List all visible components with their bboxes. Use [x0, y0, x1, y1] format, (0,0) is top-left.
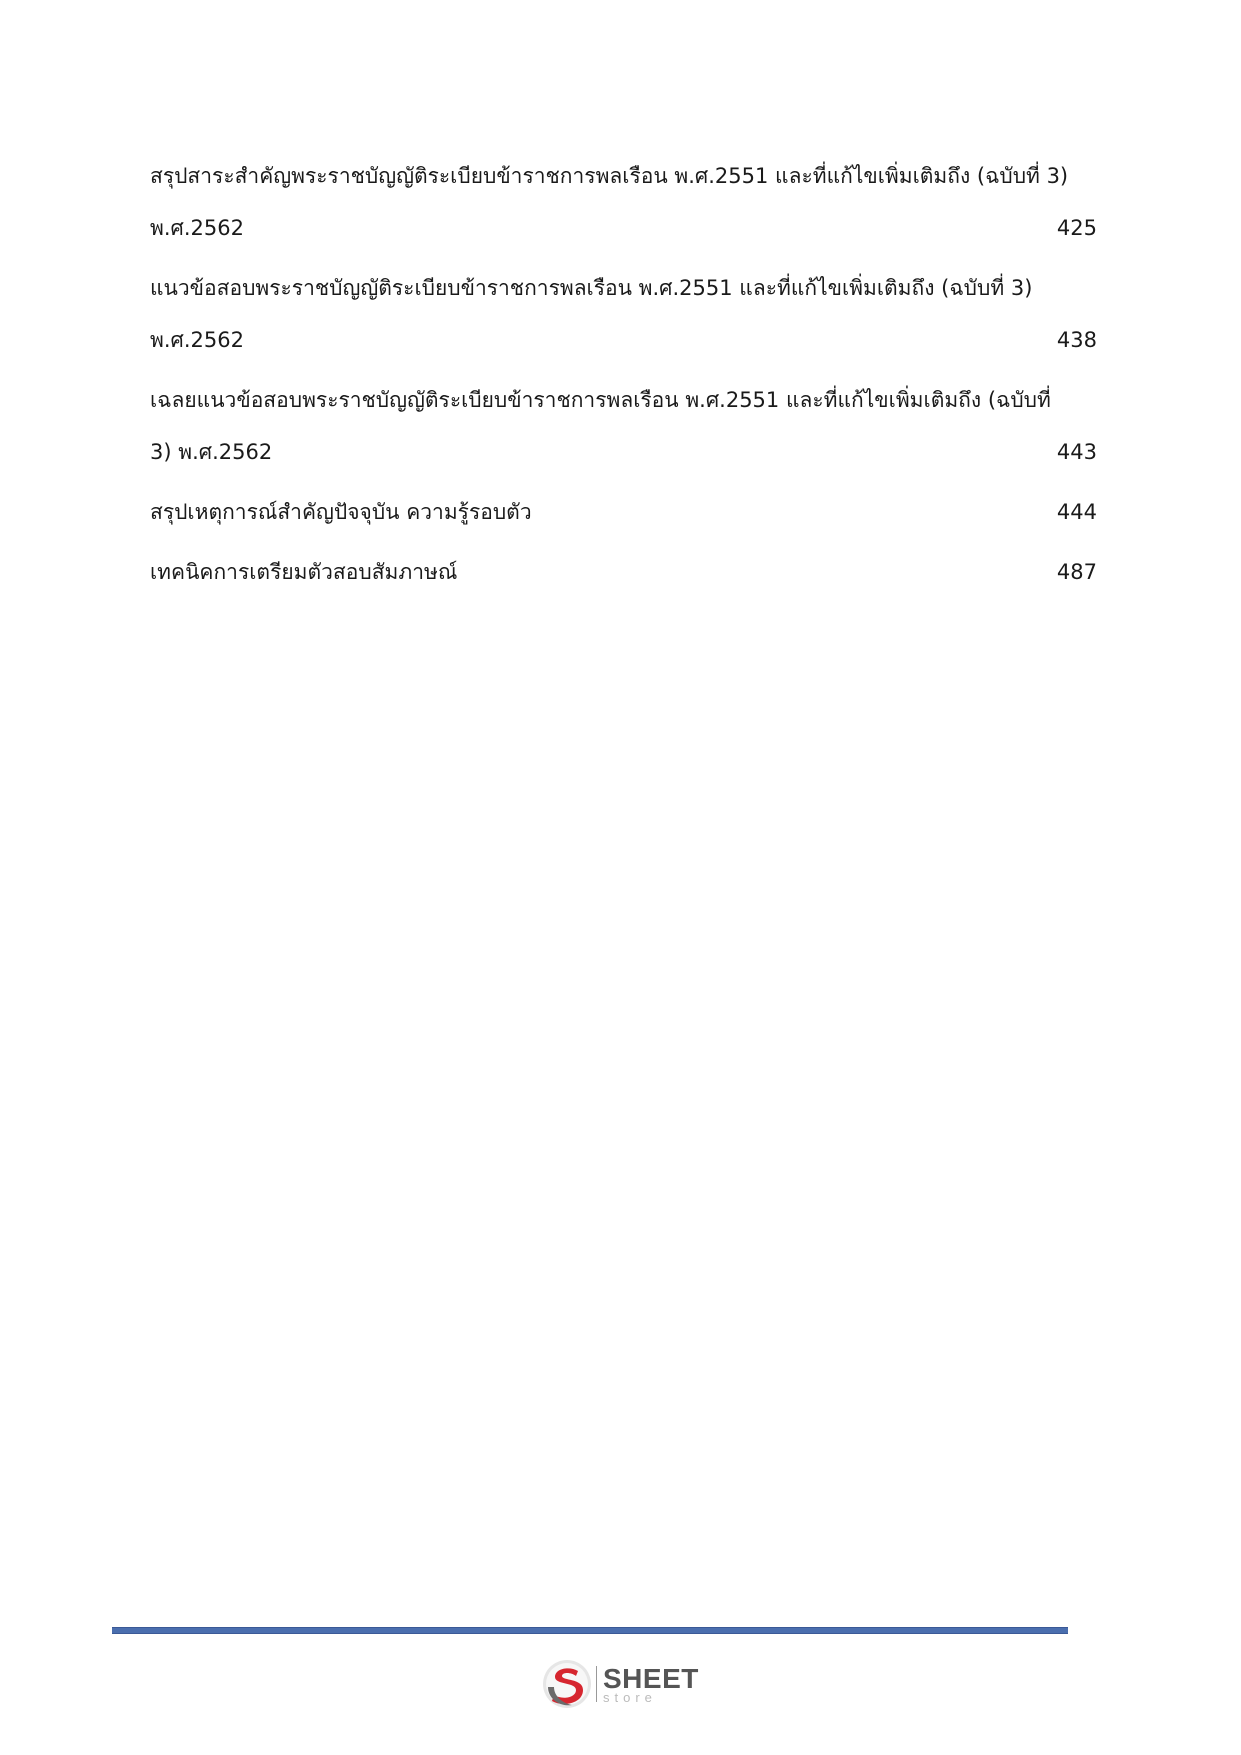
toc-entry[interactable]: [150, 262, 1097, 366]
toc-entry[interactable]: [150, 150, 1097, 254]
logo-subtext: store: [603, 1689, 657, 1705]
toc-page-number: 443: [1056, 440, 1097, 464]
footer-divider-bar: [112, 1627, 1068, 1634]
dot-leader: [535, 496, 1054, 521]
toc-entry[interactable]: [150, 546, 1097, 598]
logo-separator: [596, 1666, 597, 1702]
dot-leader: [460, 556, 1054, 581]
toc-entry-title: เฉลยแนวข้อสอบพระราชบัญญัติระเบียบข้าราชการพลเรือน พ.ศ.2551 และที่แก้ไขเพิ่มเติมถึง (ฉบับที่: [150, 388, 1051, 412]
toc-entry[interactable]: [150, 486, 1097, 538]
toc-page-number: 444: [1056, 500, 1097, 524]
toc-page-number: 425: [1056, 216, 1097, 240]
sheet-store-logo: [540, 1657, 699, 1711]
toc-entry-title: เทคนิคการเตรียมตัวสอบสัมภาษณ์: [150, 560, 458, 584]
table-of-contents: [150, 150, 1097, 598]
toc-entry-title: สรุปเหตุการณ์สำคัญปัจจุบัน ความรู้รอบตัว: [150, 500, 532, 524]
toc-entry-title-cont: พ.ศ.2562: [150, 216, 244, 240]
toc-entry-title-cont: 3) พ.ศ.2562: [150, 440, 273, 464]
dot-leader: [247, 324, 1054, 349]
logo-wordmark: SHEET: [603, 1662, 699, 1694]
toc-page-number: 487: [1056, 560, 1097, 584]
dot-leader: [275, 436, 1054, 461]
toc-entry-title: แนวข้อสอบพระราชบัญญัติระเบียบข้าราชการพลเรือน พ.ศ.2551 และที่แก้ไขเพิ่มเติมถึง (ฉบับที่ 3): [150, 276, 1033, 300]
toc-entry-title-cont: พ.ศ.2562: [150, 328, 244, 352]
toc-entry[interactable]: [150, 374, 1097, 478]
toc-page-number: 438: [1056, 328, 1097, 352]
dot-leader: [247, 212, 1054, 237]
toc-entry-title: สรุปสาระสำคัญพระราชบัญญัติระเบียบข้าราชการพลเรือน พ.ศ.2551 และที่แก้ไขเพิ่มเติมถึง (ฉบับที่ 3): [150, 164, 1069, 188]
sheet-store-s-icon: [540, 1657, 594, 1711]
